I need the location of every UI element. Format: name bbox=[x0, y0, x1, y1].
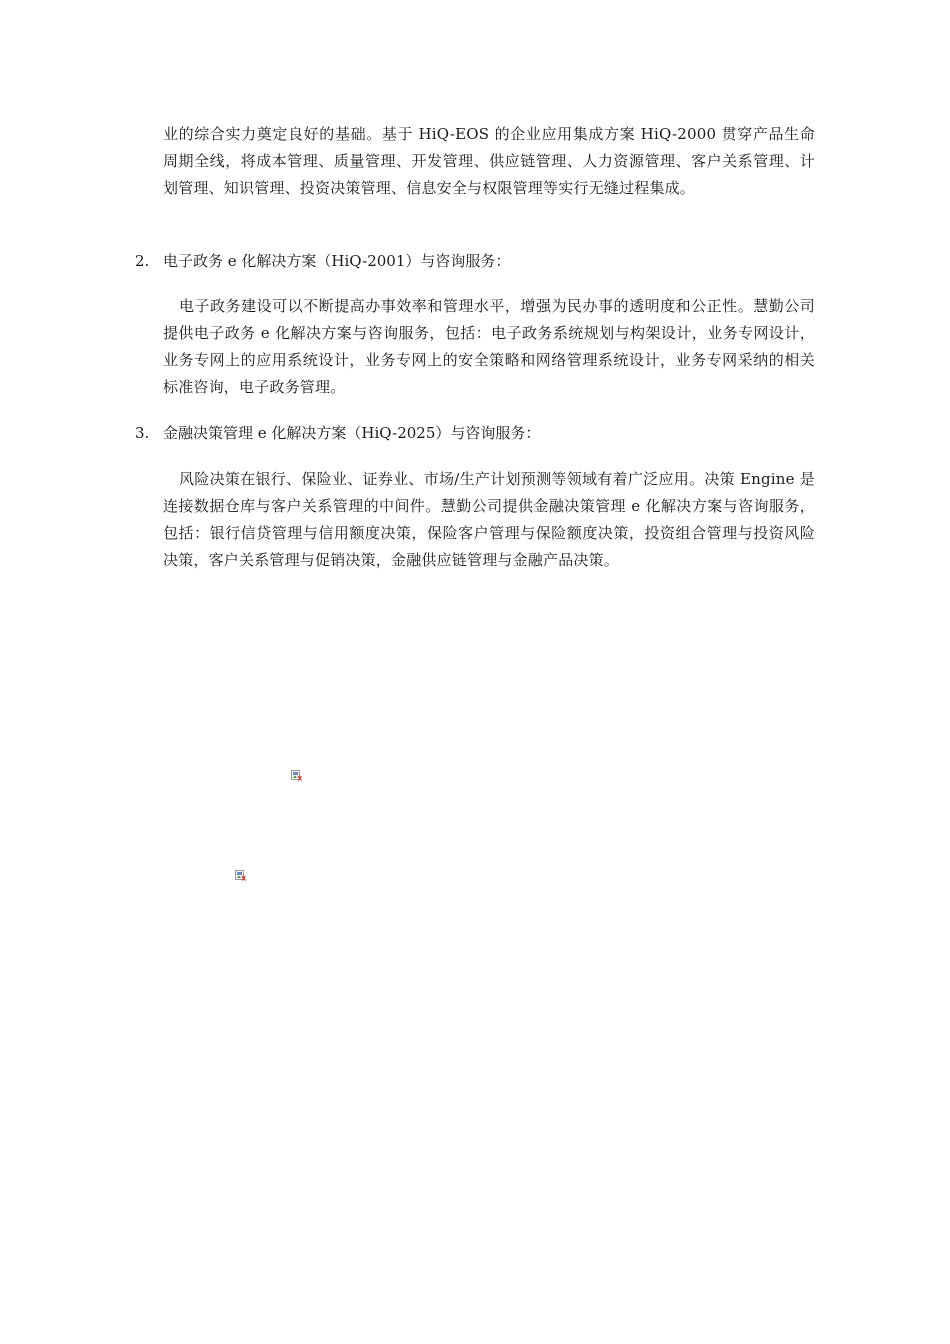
section-heading-2 bbox=[135, 248, 510, 275]
broken-image-icon bbox=[235, 870, 246, 881]
section-heading-3 bbox=[135, 420, 540, 447]
intro-paragraph: 业的综合实力奠定良好的基础。基于 HiQ-EOS 的企业应用集成方案 HiQ-2000 贯穿产品生命周期全线，将成本管理、质量管理、开发管理、供应链管理、人力资源管理、客户关系管理、计划管理、知识管理、投资决策管理、信息安全与权限管理等实行无缝过程集成。 bbox=[163, 125, 815, 197]
section-number: 3. bbox=[135, 424, 150, 442]
section-number: 2. bbox=[135, 252, 150, 270]
section-title: 电子政务 e 化解决方案（HiQ-2001）与咨询服务： bbox=[163, 252, 511, 270]
finance-paragraph: 风险决策在银行、保险业、证券业、市场/生产计划预测等领域有着广泛应用。决策 Engine 是连接数据仓库与客户关系管理的中间件。慧勤公司提供金融决策管理 e 化解决方案与咨询服务，包括：银行信贷管理与信用额度决策，保险客户管理与保险额度决策，投资组合管理与投资风险决策，客户关系管理与促销决策，金融供应链管理与金融产品决策。 bbox=[163, 470, 815, 569]
egov-paragraph: 电子政务建设可以不断提高办事效率和管理水平，增强为民办事的透明度和公正性。慧勤公司提供电子政务 e 化解决方案与咨询服务，包括：电子政务系统规划与构架设计，业务专网设计，业务专网上的应用系统设计，业务专网上的安全策略和网络管理系统设计，业务专网采纳的相关标准咨询，电子政务管理。 bbox=[163, 297, 815, 396]
broken-image-icon bbox=[291, 770, 302, 781]
section-title: 金融决策管理 e 化解决方案（HiQ-2025）与咨询服务： bbox=[163, 424, 541, 442]
